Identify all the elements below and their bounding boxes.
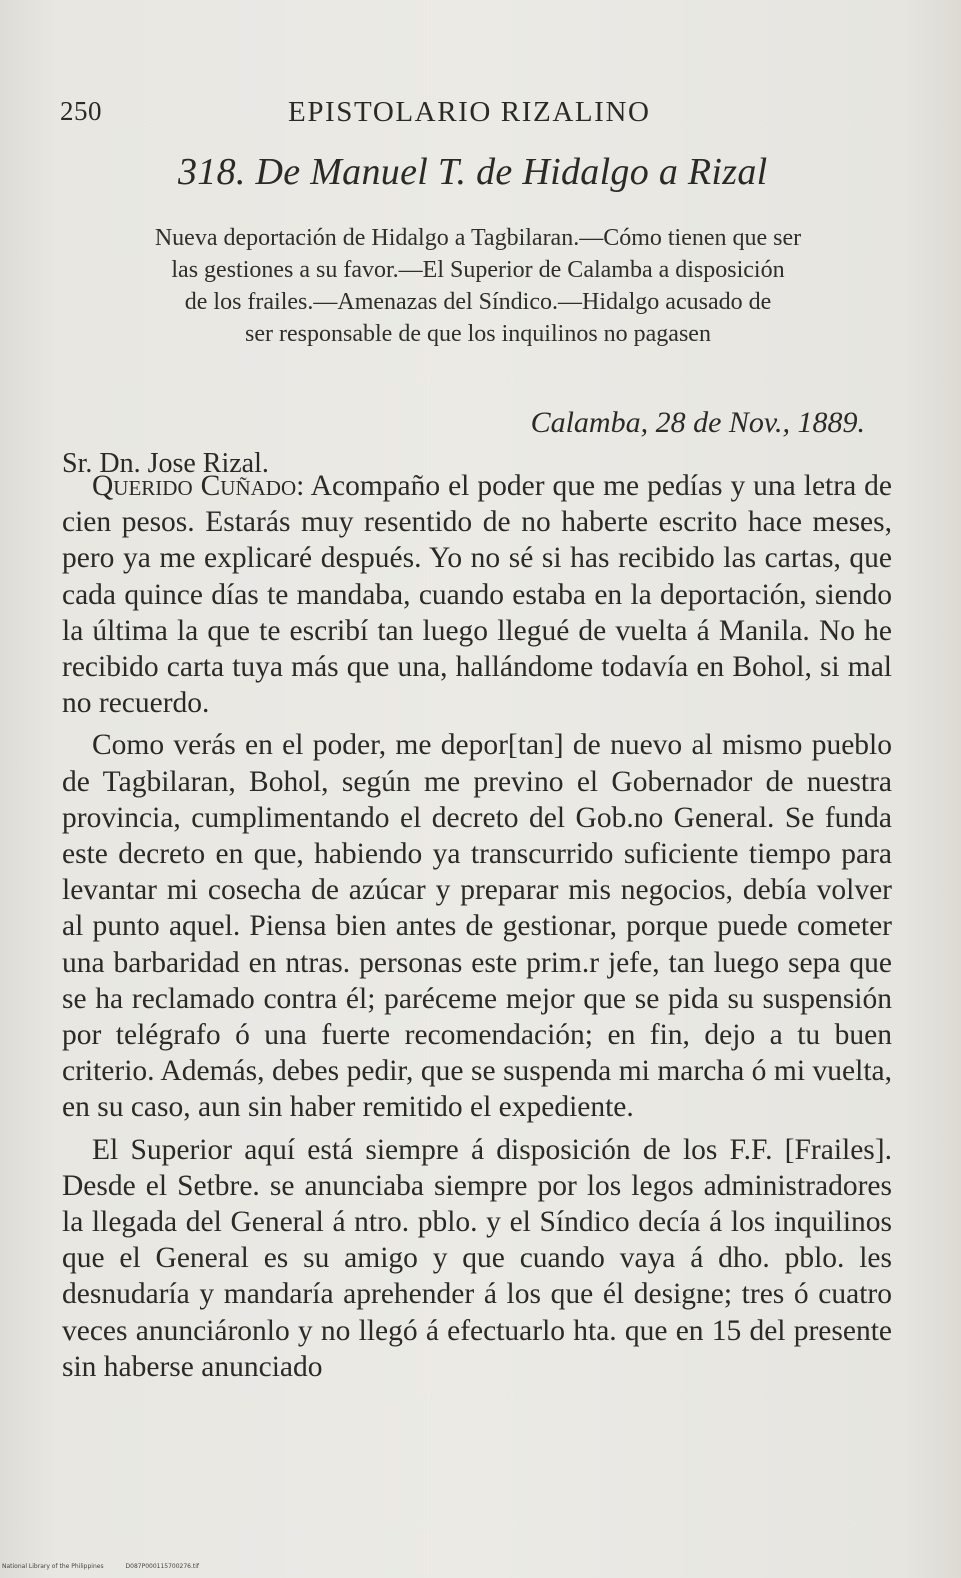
summary-line: Nueva deportación de Hidalgo a Tagbilaran.—Cómo tienen que ser [154,225,802,251]
salutation: Sr. Dn. Jose Rizal. [62,448,269,479]
library-name: National Library of the Philippines [2,1563,104,1570]
scan-identifier: D087P000115700276.tif [125,1563,200,1570]
letter-title: 318. De Manuel T. de Hidalgo a Rizal [178,151,768,193]
page-number: 250 [60,96,102,126]
summary-line: las gestiones a su favor.—El Superior de Calamba a disposición [171,257,785,283]
paragraph-3: El Superior aquí está siempre á disposición de los F.F. [Frailes]. Desde el Setbre. se anunciaba siempre por los legos administradores la llegada del General á ntro. pblo. y el Síndico decía á los inquilinos que el General es su amigo y que cuando vaya á dho. pblo. les desnudaría y mandaría aprehender á los que él designe; tres ó cuatro veces anunciáronlo y no llegó á efectuarlo hta. que en 15 del presente sin haberse anunciado [62,1133,892,1383]
letter-summary [62,222,894,350]
greeting: Querido Cuñado [92,470,297,502]
paragraph-1 [62,468,892,721]
running-head: EPISTOLARIO RIZALINO [288,96,651,128]
letter-body [62,468,892,1391]
dateline: Calamba, 28 de Nov., 1889. [530,406,865,439]
page-header [60,96,900,136]
scan-credit [2,1563,219,1570]
summary-line: de los frailes.—Amenazas del Síndico.—Hidalgo acusado de [184,289,772,315]
summary-line: ser responsable de que los inquilinos no pagasen [245,321,711,347]
paragraph-2: Como verás en el poder, me depor[tan] de nuevo al mismo pueblo de Tagbilaran, Bohol, según me previno el Gobernador de nuestra provincia, cumplimentando el decreto del Gob.no General. Se funda este decreto en que, habiendo ya transcurrido suficiente tiempo para levantar mi cosecha de azúcar y preparar mis negocios, debía volver al punto aquel. Piensa bien antes de gestionar, porque puede cometer una barbaridad en ntras. personas este prim.r jefe, tan luego sepa que se ha reclamado contra él; paréceme mejor que se pida su suspensión por telégrafo ó una fuerte recomendación; en fin, dejo a tu buen criterio. Además, debes pedir, que se suspenda mi marcha ó mi vuelta, en su caso, aun sin haber remitido el expediente. [62,729,892,1124]
paragraph-1-text: : Acompaño el poder que me pedías y una letra de cien pesos. Estarás muy resentido de no haberte escrito hace meses, pero ya me explicaré después. Yo no sé si has recibido las cartas, que cada quince días te mandaba, cuando estaba en la deportación, siendo la última la que te escribí tan luego llegué de vuelta á Manila. No he recibido carta tuya más que una, hallándome todavía en Bohol, si mal no recuerdo. [62,470,892,720]
